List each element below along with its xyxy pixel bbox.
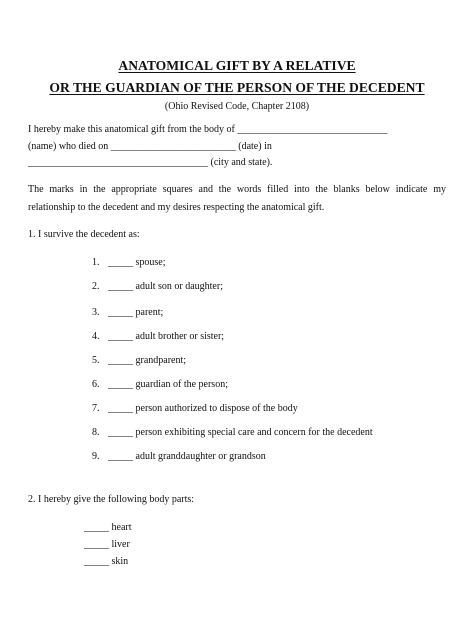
item-text: _____ adult granddaughter or grandson	[108, 451, 266, 462]
item-text: _____ adult son or daughter;	[108, 281, 223, 292]
relationship-item	[92, 451, 266, 463]
item-number: 9.	[92, 451, 100, 462]
instructions-line-2: relationship to the decedent and my desires respecting the anatomical gift.	[28, 202, 325, 213]
item-text: _____ adult brother or sister;	[108, 331, 225, 342]
relationship-item	[92, 355, 186, 367]
relationship-item	[92, 257, 166, 269]
item-text: _____ guardian of the person;	[108, 379, 228, 390]
body-part-item: _____ skin	[84, 556, 129, 567]
section-2-heading: 2. I hereby give the following body parts:	[28, 494, 195, 505]
relationship-item	[92, 403, 298, 415]
intro-line-3: ____________________________________ (city and state).	[28, 157, 273, 168]
relationship-item	[92, 281, 223, 293]
relationship-item	[92, 427, 373, 439]
section-1-heading: 1. I survive the decedent as:	[28, 229, 140, 240]
title-line-1: ANATOMICAL GIFT BY A RELATIVE	[118, 58, 356, 73]
relationship-item	[92, 379, 228, 391]
body-part-item: _____ liver	[84, 539, 130, 550]
item-number: 6.	[92, 379, 100, 390]
item-text: _____ grandparent;	[108, 355, 187, 366]
intro-line-2: (name) who died on _________________________ (date) in	[28, 141, 272, 152]
instructions-line-1: The marks in the appropriate squares and the words filled into the blanks below indicate my	[28, 184, 446, 195]
title-line-2: OR THE GUARDIAN OF THE PERSON OF THE DECEDENT	[49, 80, 425, 95]
item-number: 7.	[92, 403, 100, 414]
item-number: 1.	[92, 257, 100, 268]
item-text: _____ person authorized to dispose of the body	[108, 403, 298, 414]
body-part-item: _____ heart	[84, 522, 132, 533]
item-number: 4.	[92, 331, 100, 342]
citation: (Ohio Revised Code, Chapter 2108)	[164, 101, 310, 112]
item-number: 2.	[92, 281, 100, 292]
item-text: _____ person exhibiting special care and concern for the decedent	[108, 427, 373, 438]
item-number: 3.	[92, 307, 100, 318]
item-text: _____ parent;	[108, 307, 164, 318]
relationship-item	[92, 307, 163, 319]
item-number: 8.	[92, 427, 100, 438]
intro-line-1: I hereby make this anatomical gift from the body of ______________________________	[28, 124, 388, 135]
item-text: _____ spouse;	[108, 257, 166, 268]
item-number: 5.	[92, 355, 100, 366]
relationship-item	[92, 331, 224, 343]
